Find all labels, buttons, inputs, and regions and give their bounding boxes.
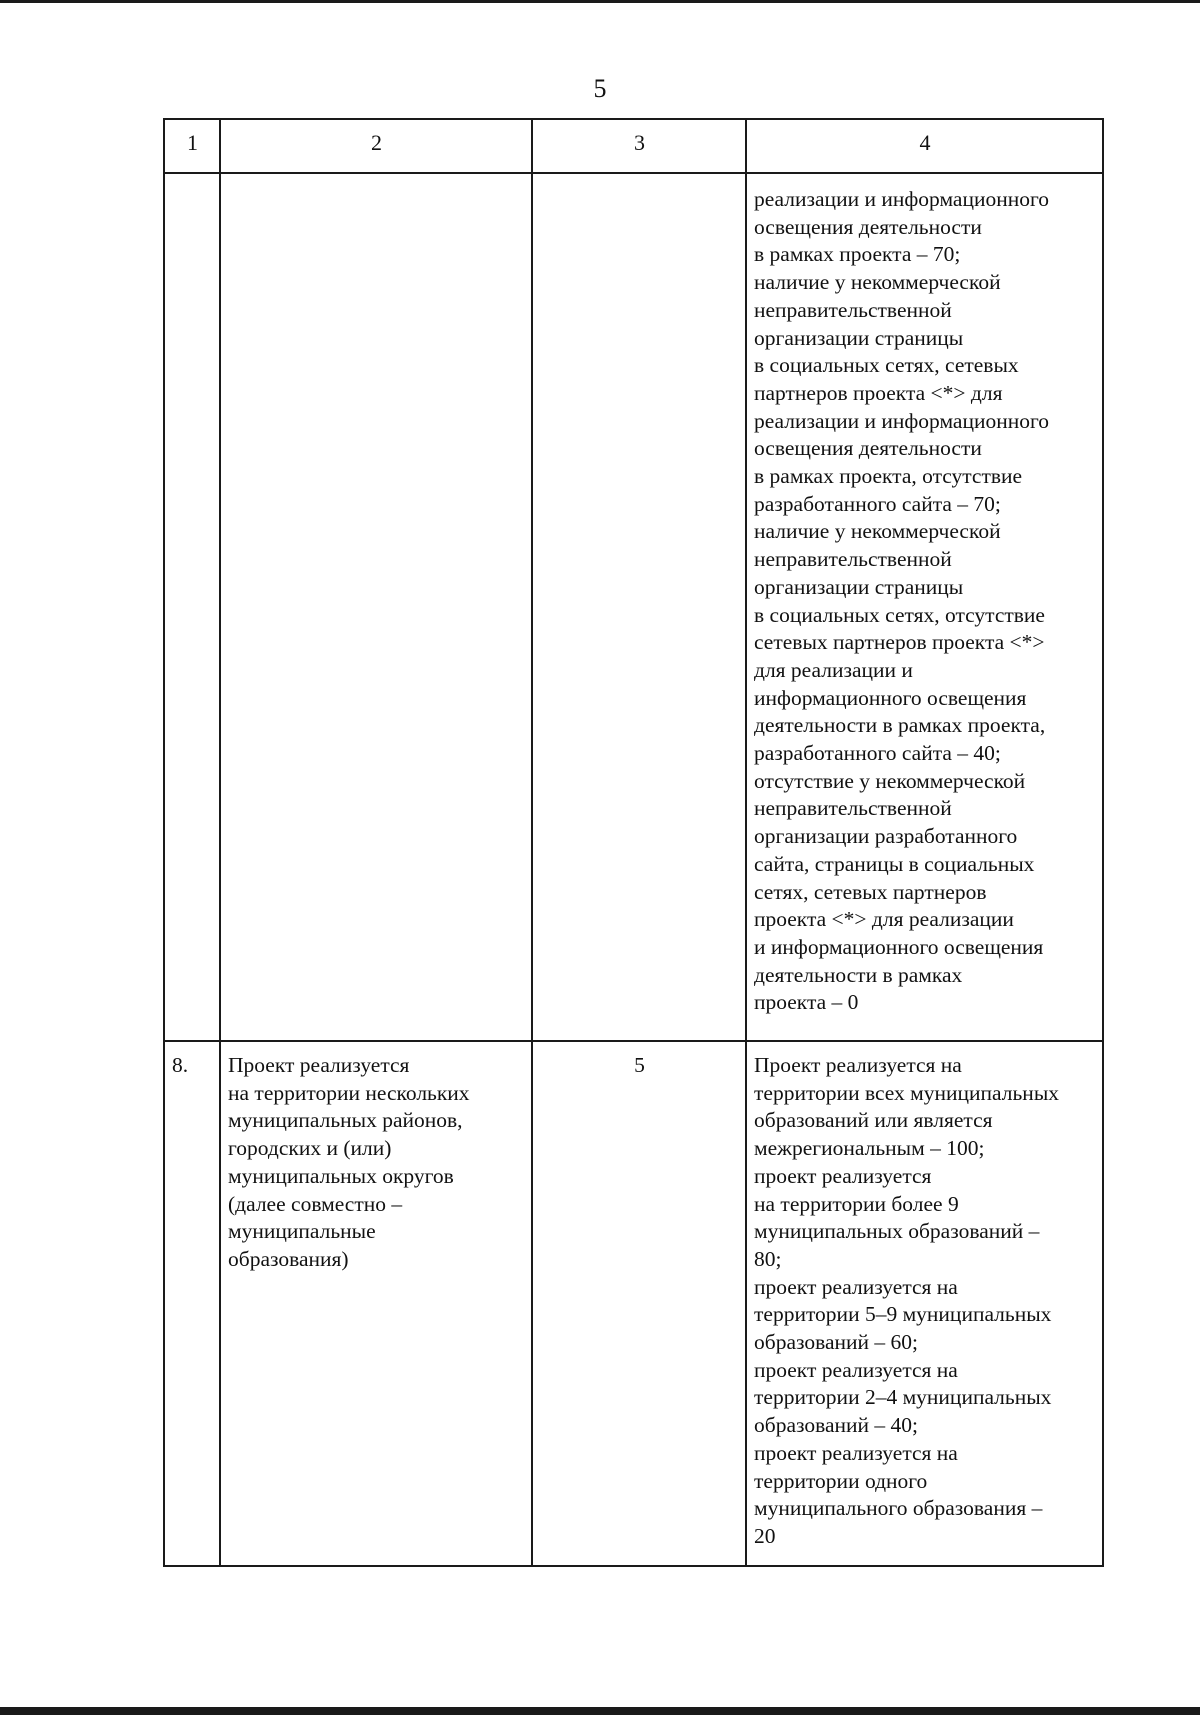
criteria-table <box>163 118 1104 1567</box>
header-cell-2: 2 <box>220 119 532 173</box>
criterion-cell <box>220 1041 532 1566</box>
scores-text: Проект реализуется на территории всех муниципальных образований или является межрегиональным – 100; проект реализуется на территории более 9 муниципальных образований – 80; проект реализуется на территории 5–9 муниципальных образований – 60; проект реализуется на территории 2–4 муниципальных образований – 40; проект реализуется на территории одного муниципального образования – 20 <box>754 1053 1060 1548</box>
criterion-text: Проект реализуется на территории нескольких муниципальных районов, городских и (или) муниципальных округов (далее совместно – муниципальные образования) <box>228 1053 470 1271</box>
row-number-cell <box>164 173 220 1041</box>
weight-cell: 5 <box>532 1041 746 1566</box>
page-number: 5 <box>593 74 607 103</box>
scores-text: реализации и информационного освещения деятельности в рамках проекта – 70; наличие у некоммерческой неправительственной организации страницы в социальных сетях, сетевых партнеров проекта <*> для реализации и информационного освещения деятельности в рамках проекта, отсутствие разработанного сайта – 70; наличие у некоммерческой неправительственной организации страницы в социальных сетях, отсутствие сетевых партнеров проекта <*> для реализации и информационного освещения деятельности в рамках проекта, разработанного сайта – 40; отсутствие у некоммерческой неправительственной организации разработанного сайта, страницы в социальных сетях, сетевых партнеров проекта <*> для реализации и информационного освещения деятельности в рамках проекта – 0 <box>754 187 1050 1015</box>
table-header-row <box>164 119 1103 173</box>
header-cell-1: 1 <box>164 119 220 173</box>
scores-cell <box>746 173 1103 1041</box>
row-number-cell: 8. <box>164 1041 220 1566</box>
criterion-cell <box>220 173 532 1041</box>
table-row-8 <box>164 1041 1103 1566</box>
table-row-continuation <box>164 173 1103 1041</box>
scan-edge-bottom <box>0 1707 1200 1715</box>
weight-cell <box>532 173 746 1041</box>
header-cell-3: 3 <box>532 119 746 173</box>
header-cell-4: 4 <box>746 119 1103 173</box>
scan-edge-top <box>0 0 1200 3</box>
scores-cell <box>746 1041 1103 1566</box>
